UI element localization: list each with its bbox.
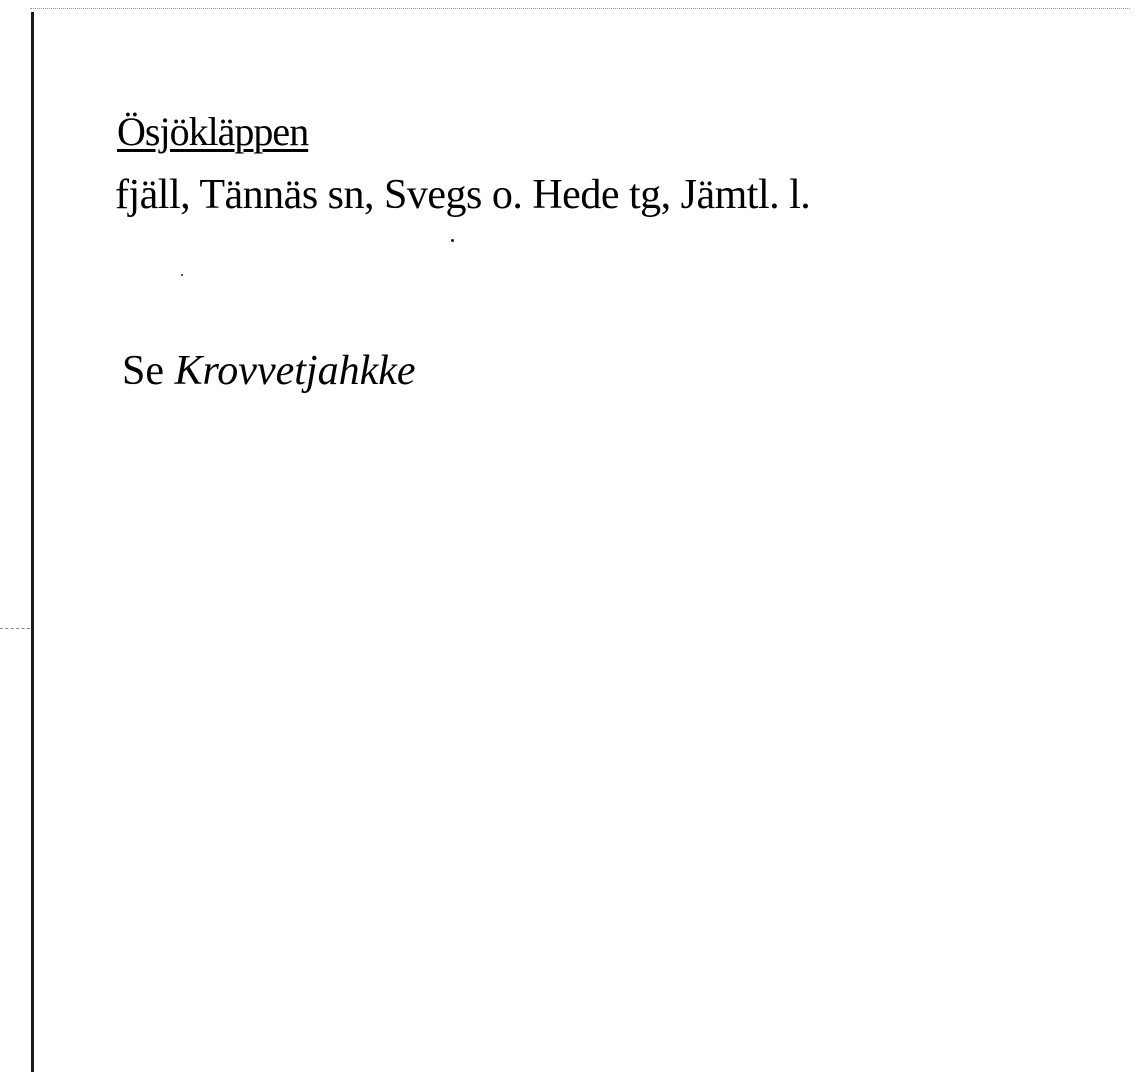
entry-headword: Ösjökläppen [117, 109, 309, 154]
see-prefix: Se [122, 348, 164, 394]
scan-speck [451, 239, 454, 242]
scan-speck [181, 274, 183, 276]
entry-description: fjäll, Tännäs sn, Svegs o. Hede tg, Jämtl. l. [115, 172, 811, 218]
scan-edge-left [31, 12, 34, 1072]
scan-mark [0, 628, 30, 629]
see-reference-line [122, 346, 416, 396]
scan-edge-top [30, 8, 1130, 9]
see-reference: Krovvetjahkke [174, 348, 416, 394]
